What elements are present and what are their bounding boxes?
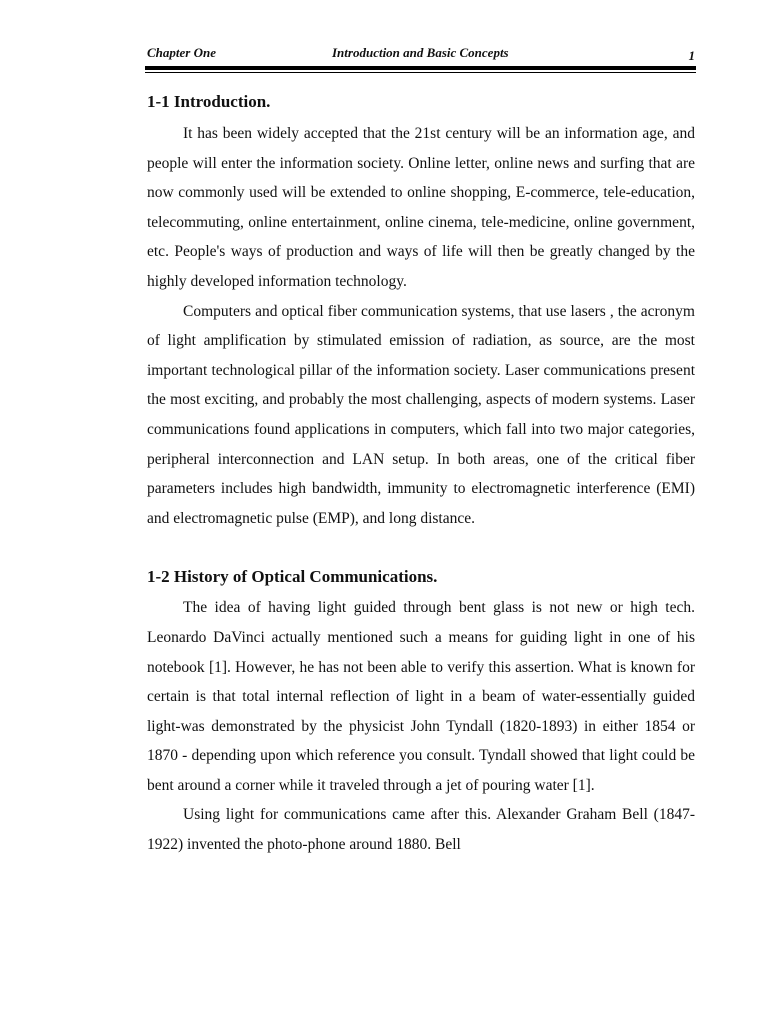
paragraph: Using light for communications came after this. Alexander Graham Bell (1847-1922) invented the photo-phone around 1880. Bell — [147, 806, 695, 854]
page-number: 1 — [688, 48, 695, 63]
header-rule-thin — [145, 72, 696, 73]
paragraph: Computers and optical fiber communication systems, that use lasers , the acronym of light amplification by stimulated emission of radiation, as source, are the most important technological pillar of the information society. Laser communications present the most exciting, and probably the most challenging, aspects of modern systems. Laser communications found applications in computers, which fall into two major categories, peripheral interconnection and LAN setup. In both areas, one of the critical fiber parameters includes high bandwidth, immunity to electromagnetic interference (EMI) and electromagnetic pulse (EMP), and long distance. — [147, 302, 695, 527]
section-heading-introduction: 1-1 Introduction. — [147, 92, 271, 111]
paragraph: It has been widely accepted that the 21st century will be an information age, and people will enter the information society. Online letter, online news and surfing that are now commonly used will be extended to online shopping, E-commerce, tele-education, telecommuting, online entertainment, online cinema, tele-medicine, online government, etc. People's ways of production and ways of life will then be greatly changed by the highly developed information technology. — [147, 125, 695, 290]
header-rule-thick — [145, 66, 696, 70]
section-heading-history: 1-2 History of Optical Communications. — [147, 567, 438, 587]
header-title: Introduction and Basic Concepts — [332, 45, 509, 60]
running-header — [147, 42, 695, 64]
header-chapter: Chapter One — [147, 45, 216, 60]
page-body — [147, 88, 695, 860]
paragraph: The idea of having light guided through bent glass is not new or high tech. Leonardo DaVinci actually mentioned such a means for guiding light in one of his notebook [1]. However, he has not been able to verify this assertion. What is known for certain is that total internal reflection of light in a beam of water-essentially guided light-was demonstrated by the physicist John Tyndall (1820-1893) in either 1854 or 1870 - depending upon which reference you consult. Tyndall showed that light could be bent around a corner while it traveled through a jet of pouring water [1]. — [147, 599, 695, 794]
